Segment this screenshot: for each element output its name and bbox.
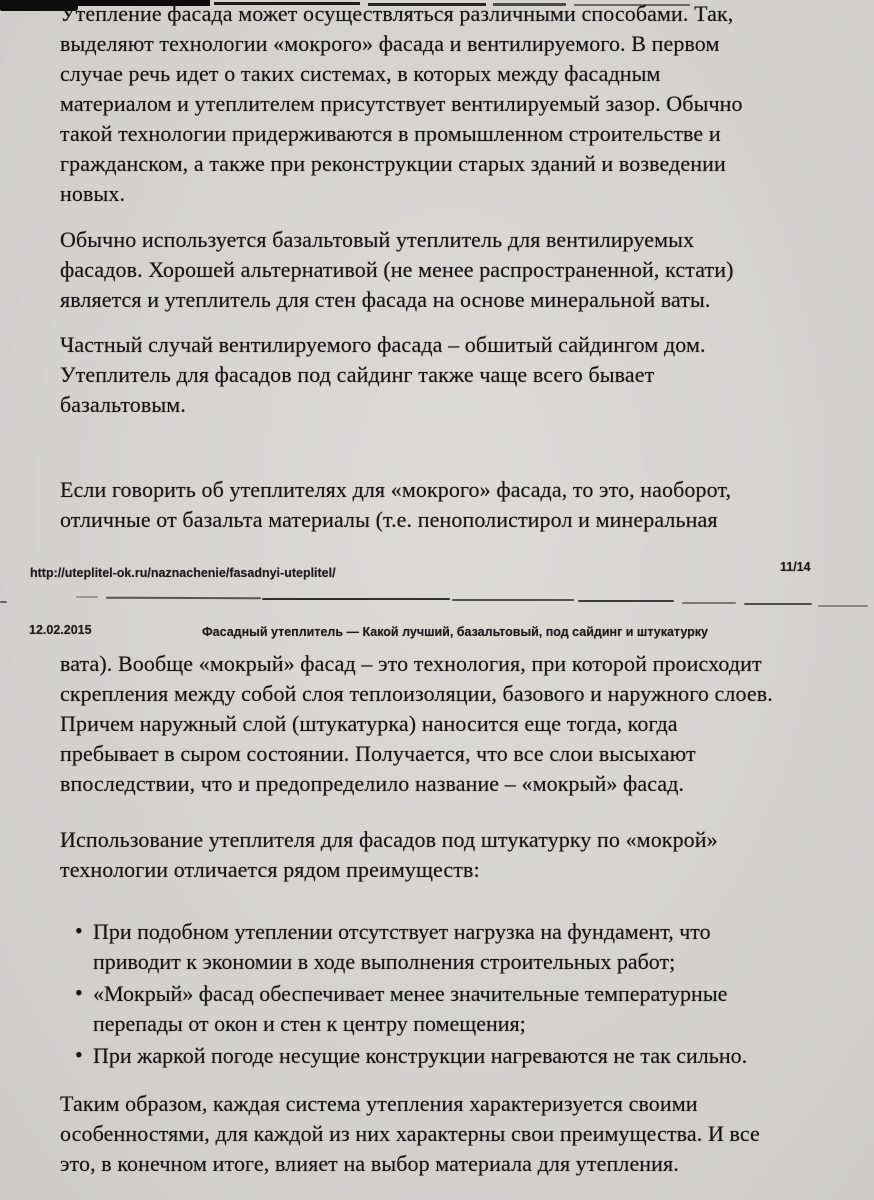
text-line: скрепления между собой слоя теплоизоляции, базового и наружного слоев. bbox=[60, 681, 773, 706]
text-line: отличные от базальта материалы (т.е. пенополистирол и минеральная bbox=[60, 507, 718, 532]
text-line: новых. bbox=[60, 181, 126, 206]
text-line: материалом и утеплителем присутствует вентилируемый зазор. Обычно bbox=[60, 91, 743, 116]
text-line: случае речь идет о таких системах, в которых между фасадным bbox=[60, 61, 661, 86]
text-line: гражданском, а также при реконструкции старых зданий и возведении bbox=[60, 151, 726, 176]
list-item bbox=[60, 917, 747, 977]
page-break-segment bbox=[578, 600, 674, 602]
paragraph bbox=[60, 825, 718, 885]
text-line: Если говорить об утеплителях для «мокрого» фасада, то это, наоборот, bbox=[60, 477, 732, 502]
print-header-title: Фасадный утеплитель — Какой лучший, базальтовый, под сайдинг и штукатурку bbox=[201, 625, 708, 639]
text-line: базальтовым. bbox=[60, 392, 186, 417]
text-line: Использование утеплителя для фасадов под штукатурку по «мокрой» bbox=[60, 827, 718, 852]
text-line: технологии отличается рядом преимуществ: bbox=[60, 857, 480, 882]
text-line: впоследствии, что и предопределило название – «мокрый» фасад. bbox=[60, 771, 685, 796]
text-line: фасадов. Хорошей альтернативой (не менее распространенной, кстати) bbox=[60, 257, 734, 282]
paragraph bbox=[60, 0, 743, 209]
text-line: пребывает в сыром состоянии. Получается, что все слои высыхают bbox=[60, 741, 696, 766]
page-break-segment bbox=[452, 599, 574, 601]
page-break-segment bbox=[76, 596, 98, 598]
paragraph bbox=[60, 475, 731, 535]
paragraph bbox=[60, 330, 706, 420]
text-line: это, в конечном итоге, влияет на выбор материала для утепления. bbox=[60, 1151, 679, 1176]
text-line: • «Мокрый» фасад обеспечивает менее значительные температурные bbox=[93, 981, 728, 1006]
list-item bbox=[60, 1041, 747, 1071]
paragraph bbox=[60, 225, 734, 315]
page-break-segment bbox=[106, 597, 261, 600]
page-break-segment bbox=[682, 602, 736, 604]
text-line: • При жаркой погоде несущие конструкции нагреваются не так сильно. bbox=[93, 1043, 748, 1068]
advantages-list bbox=[60, 917, 747, 1073]
paragraph bbox=[60, 649, 773, 799]
text-line: Утеплитель для фасадов под сайдинг также чаще всего бывает bbox=[60, 362, 655, 387]
text-line: вата). Вообще «мокрый» фасад – это технология, при которой происходит bbox=[60, 651, 762, 676]
print-header-date: 12.02.2015 bbox=[29, 623, 92, 637]
text-line: Обычно используется базальтовый утеплитель для вентилируемых bbox=[60, 227, 695, 252]
page-break-segment bbox=[744, 603, 812, 605]
print-footer-url: http://uteplitel-ok.ru/naznachenie/fasadnyi-uteplitel/ bbox=[30, 566, 336, 580]
text-line: приводит к экономии в ходе выполнения строительных работ; bbox=[93, 949, 676, 974]
page-break-segment bbox=[262, 598, 450, 600]
text-line: такой технологии придерживаются в промышленном строительстве и bbox=[60, 121, 721, 146]
text-line: • При подобном утеплении отсутствует нагрузка на фундамент, что bbox=[93, 919, 711, 944]
page-break-segment bbox=[0, 601, 7, 603]
text-line: Таким образом, каждая система утепления характеризуется своими bbox=[60, 1091, 698, 1116]
list-item bbox=[60, 979, 747, 1039]
page-break-segment bbox=[818, 605, 868, 607]
text-line: Частный случай вентилируемого фасада – обшитый сайдингом дом. bbox=[60, 332, 706, 357]
text-line: перепады от окон и стен к центру помещения; bbox=[93, 1011, 526, 1036]
print-footer-page-number: 11/14 bbox=[780, 560, 811, 574]
text-line: Причем наружный слой (штукатурка) наносится еще тогда, когда bbox=[60, 711, 678, 736]
text-line: выделяют технологии «мокрого» фасада и вентилируемого. В первом bbox=[60, 31, 720, 56]
paragraph bbox=[60, 1089, 760, 1179]
text-line: является и утеплитель для стен фасада на основе минеральной ваты. bbox=[60, 287, 711, 312]
text-line: Утепление фасада может осуществляться различными способами. Так, bbox=[60, 1, 734, 26]
text-line: особенностями, для каждой из них характерны свои преимущества. И все bbox=[60, 1121, 760, 1146]
